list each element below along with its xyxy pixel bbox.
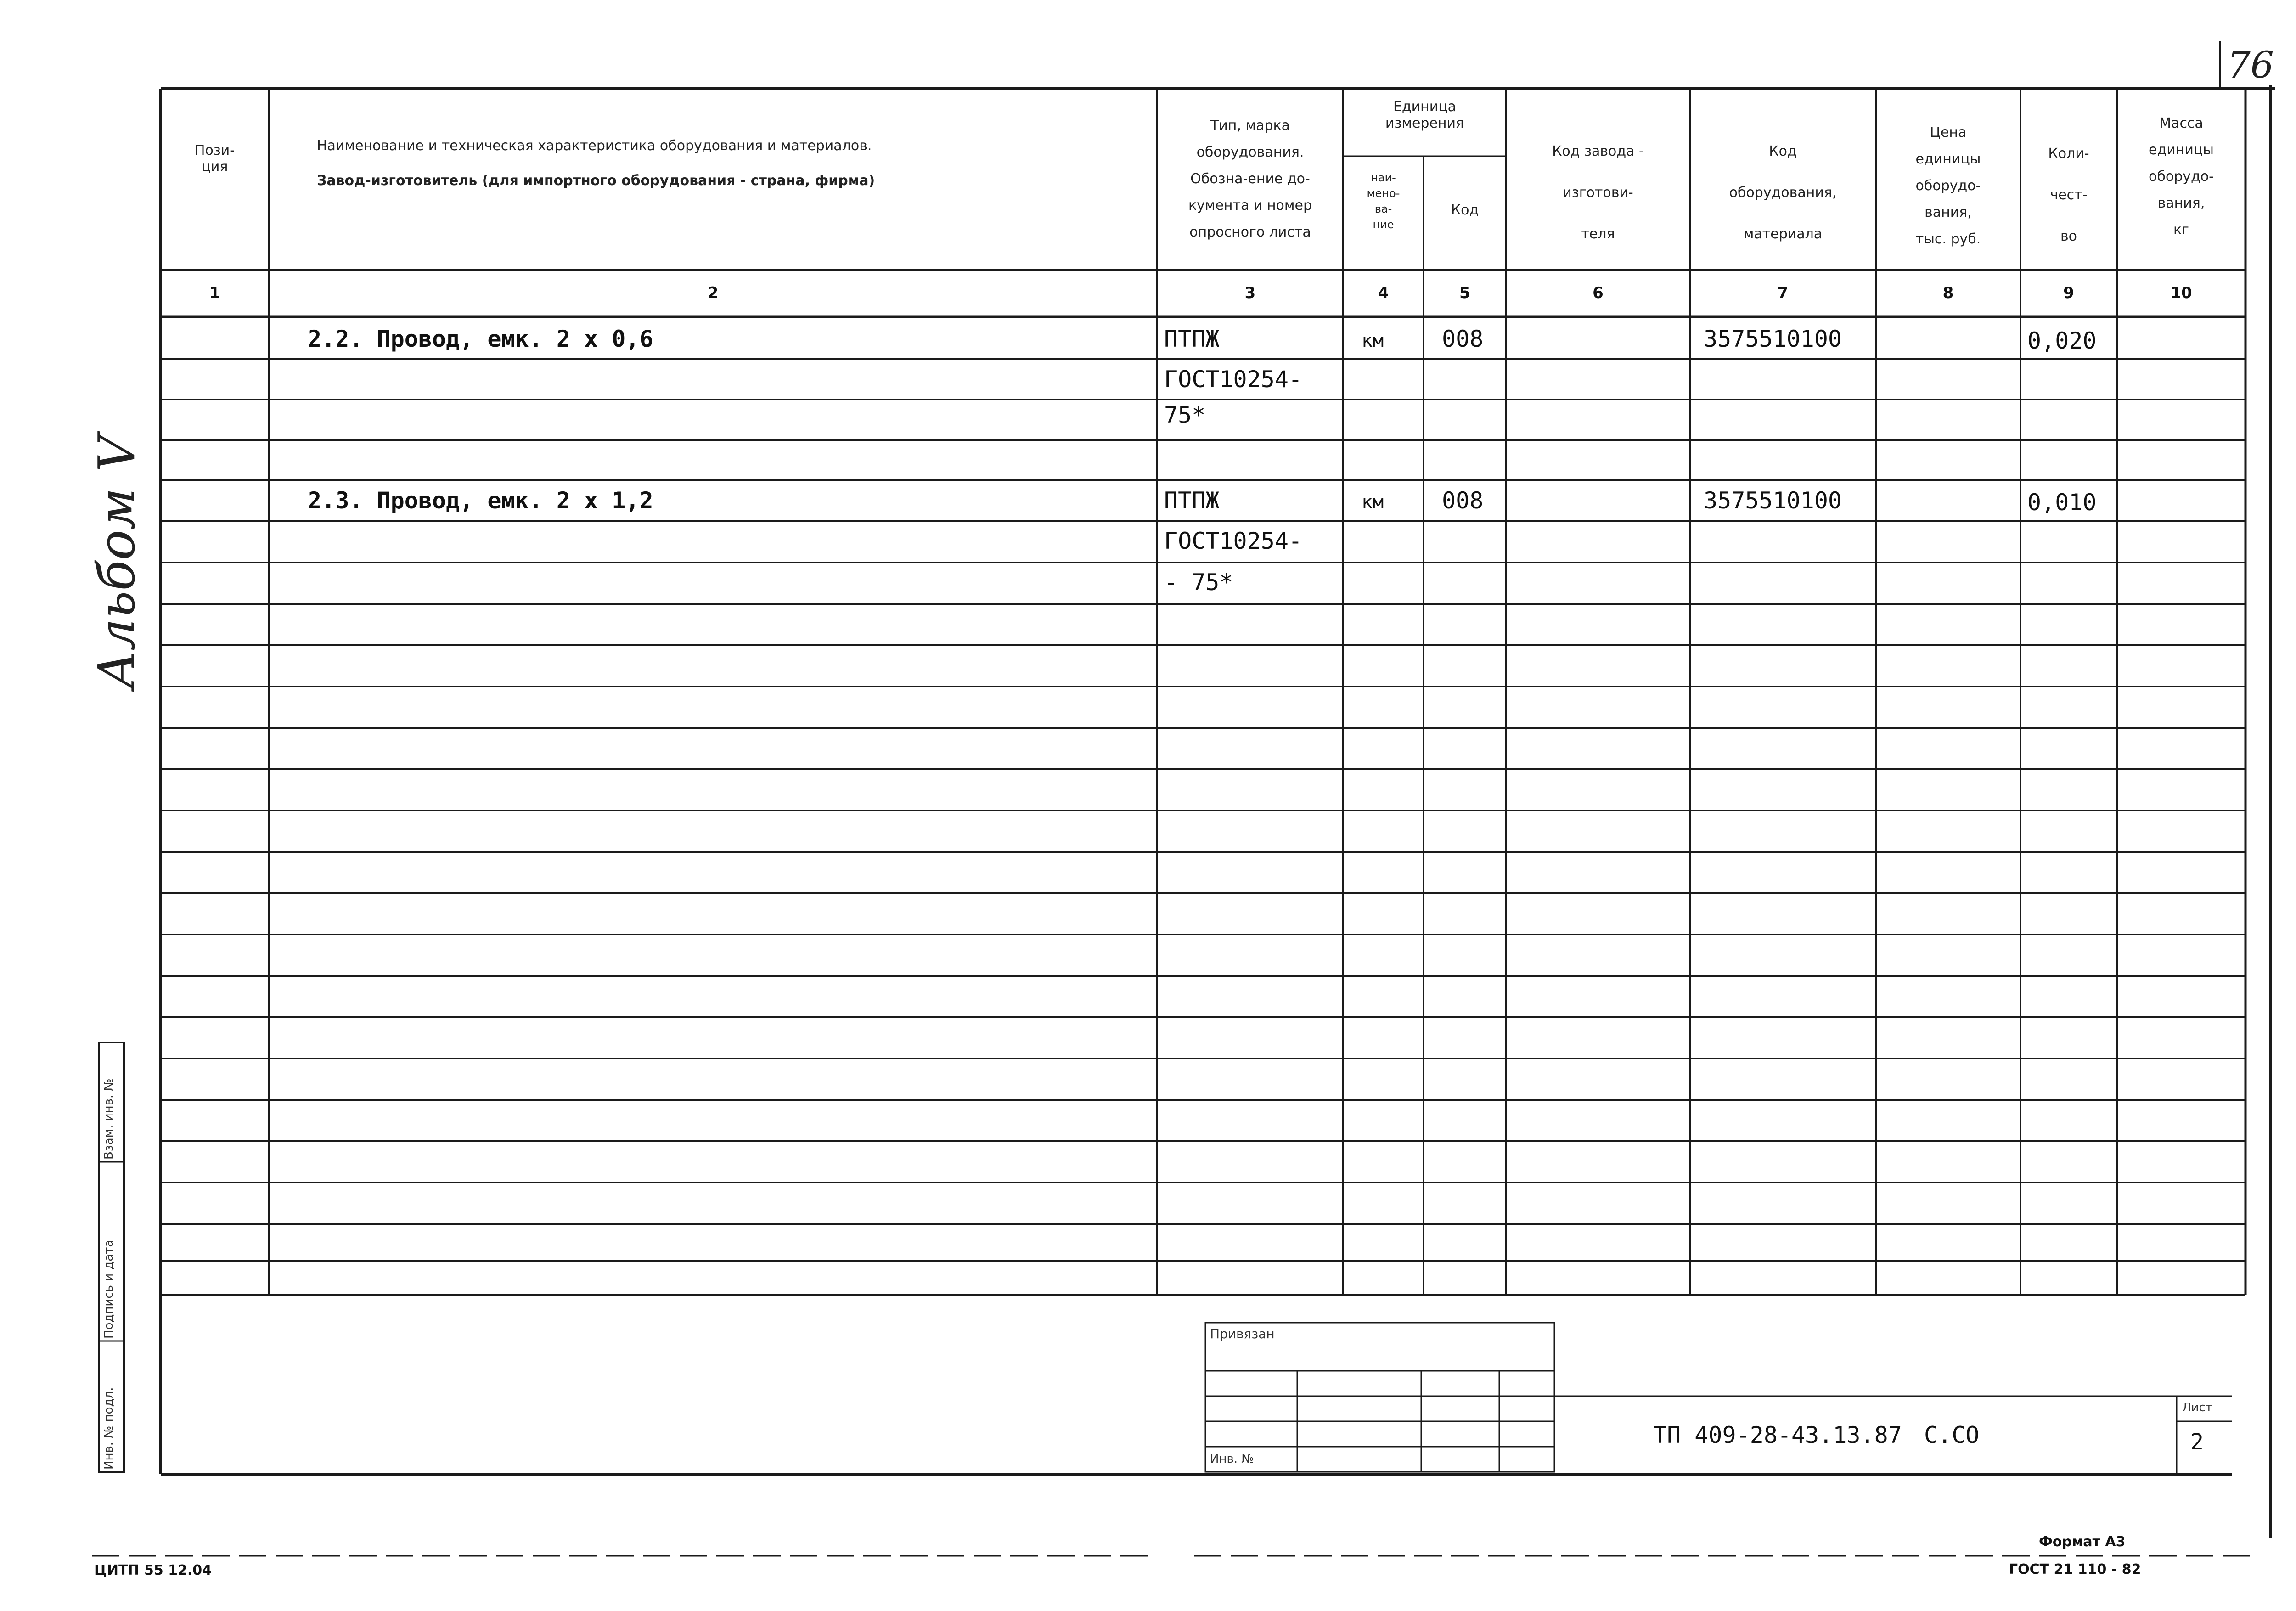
header-mass: Масса единицы оборудо- вания, кг: [2149, 115, 2214, 238]
album-label: Альбом V: [87, 435, 146, 689]
header-unit-name: наи- мено- ва- ние: [1367, 171, 1400, 231]
header-unit-code: Код: [1451, 202, 1479, 218]
table-row-code: 3575510100: [1704, 487, 1842, 514]
stamp-signature-date: Подпись и дата: [102, 1239, 116, 1339]
col-number: 4: [1378, 284, 1389, 302]
stamp-original-inv: Инв. № подл.: [102, 1387, 116, 1470]
table-row-name: 2.3. Провод, емк. 2 х 1,2: [308, 487, 653, 514]
document-code-suffix: С.СО: [1924, 1422, 1980, 1448]
header-manufacturer-code: Код завода - изготови- теля: [1552, 143, 1644, 242]
footer-gost: ГОСТ 21 110 - 82: [2009, 1561, 2141, 1577]
table-row-gost-year: - 75*: [1164, 569, 1233, 596]
table-row-type: ПТПЖ: [1164, 326, 1220, 352]
table-row-type: ПТПЖ: [1164, 487, 1220, 514]
table-row-qty: 0,010: [2027, 489, 2097, 516]
col-number: 5: [1459, 284, 1470, 302]
col-number: 3: [1244, 284, 1256, 302]
table-row-gost: ГОСТ10254-: [1164, 528, 1303, 554]
header-name: Наименование и техническая характеристика оборудования и материалов. Завод-изготовитель (для импортного оборудования - страна, фирма): [317, 138, 875, 189]
table-row-unit: км: [1362, 330, 1384, 351]
col-number: 8: [1942, 284, 1954, 302]
document-code: ТП 409-28-43.13.87: [1653, 1422, 1902, 1448]
header-unit: Единица измерения: [1385, 99, 1464, 131]
table-row-gost: ГОСТ10254-: [1164, 366, 1303, 393]
header-position: Пози- ция: [194, 142, 235, 175]
table-row-unit-code: 008: [1442, 487, 1484, 514]
title-linked-label: Привязан: [1210, 1326, 1275, 1341]
col-number: 10: [2170, 284, 2192, 302]
page-number-handwritten: 76: [2227, 44, 2274, 86]
col-number: 1: [209, 284, 220, 302]
table-row-name: 2.2. Провод, емк. 2 х 0,6: [308, 326, 653, 352]
col-number: 6: [1593, 284, 1604, 302]
header-price: Цена единицы оборудо- вания, тыс. руб.: [1915, 124, 1981, 247]
stamp-replaced-inv: Взам. инв. №: [102, 1078, 116, 1160]
header-quantity: Коли- чест- во: [2048, 146, 2089, 244]
header-type: Тип, марка оборудования. Обозна-ение до- кумента и номер опросного листа: [1188, 118, 1312, 240]
col-number: 2: [707, 284, 719, 302]
footer-format: Формат А3: [2039, 1534, 2126, 1550]
table-row-unit-code: 008: [1442, 326, 1484, 352]
table-row-gost-year: 75*: [1164, 402, 1206, 428]
table-row-code: 3575510100: [1704, 326, 1842, 352]
header-equipment-code: Код оборудования, материала: [1729, 143, 1837, 242]
table-row-qty: 0,020: [2027, 327, 2097, 354]
col-number: 7: [1777, 284, 1789, 302]
footer-left-code: ЦИТП 55 12.04: [94, 1562, 212, 1578]
sheet-label: Лист: [2182, 1401, 2212, 1414]
sheet-number: 2: [2190, 1429, 2204, 1455]
col-number: 9: [2063, 284, 2074, 302]
table-row-unit: км: [1362, 492, 1384, 513]
title-inv-label: Инв. №: [1210, 1452, 1254, 1466]
